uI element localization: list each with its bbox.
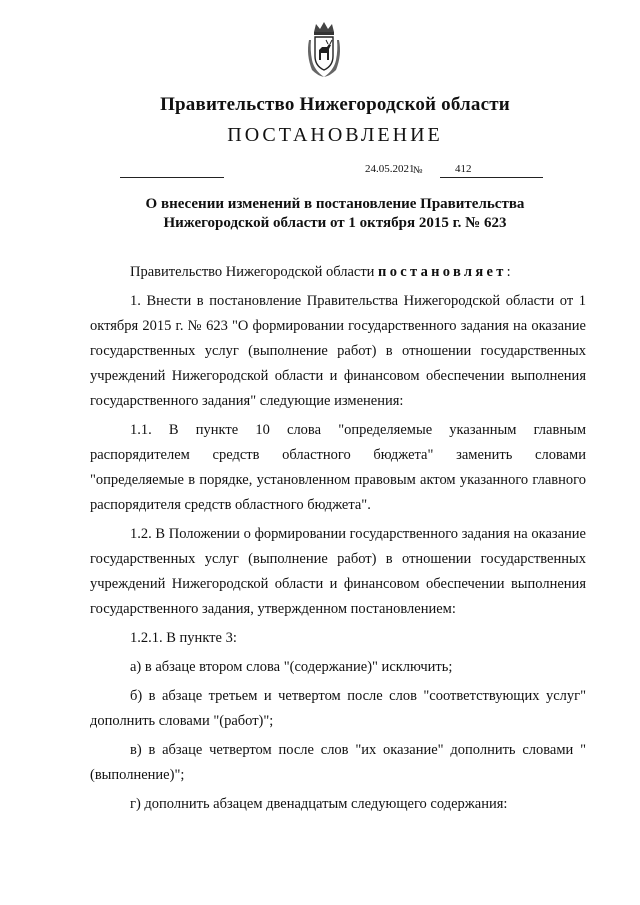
intro-prefix: Правительство Нижегородской области xyxy=(130,264,379,280)
number-sign: № xyxy=(413,165,423,176)
intro-paragraph xyxy=(90,260,586,285)
paragraph-1-1: 1.1. В пункте 10 слова "определяемые указанным главным распорядителем средств областного бюджета" заменить словами "определяемые в порядке, установленном правовым актом указанного главного распорядителя средств областного бюджета". xyxy=(90,422,586,513)
paragraph-a: а) в абзаце втором слова "(содержание)" исключить; xyxy=(130,659,453,675)
document-type: ПОСТАНОВЛЕНИЕ xyxy=(227,124,443,146)
subject-line-2: Нижегородской области от 1 октября 2015 г. № 623 xyxy=(163,215,507,231)
subject-line-1: О внесении изменений в постановление Правительства xyxy=(145,196,525,212)
intro-suffix: : xyxy=(506,264,511,280)
number-line xyxy=(440,177,543,178)
paragraph-1: 1. Внести в постановление Правительства Нижегородской области от 1 октября 2015 г. № 623 "О формировании государственного задания на оказание государственных услуг (выполнение работ) в отношении государственных учреждений Нижегородской области и финансовом обеспечении выполнения государственного задания" следующие изменения: xyxy=(90,293,586,409)
paragraph-1-2-1: 1.2.1. В пункте 3: xyxy=(130,630,237,646)
coat-of-arms-icon xyxy=(304,20,344,78)
government-name: Правительство Нижегородской области xyxy=(160,94,510,115)
paragraph-1-2: 1.2. В Положении о формировании государственного задания на оказание государственных услуг (выполнение работ) в отношении государственных учреждений Нижегородской области и финансовом обеспечении выполнения государственного задания, утвержденном постановлением: xyxy=(90,526,586,617)
document-date: 24.05.2021 xyxy=(365,163,415,175)
paragraph-b: б) в абзаце третьем и четвертом после слов "соответствующих услуг" дополнить словами "(работ)"; xyxy=(90,688,586,729)
paragraph-d: г) дополнить абзацем двенадцатым следующего содержания: xyxy=(130,796,508,812)
blank-date-line xyxy=(120,177,224,178)
document-subject xyxy=(0,195,640,233)
document-number: 412 xyxy=(455,163,472,175)
document-body xyxy=(90,260,586,821)
paragraph-c: в) в абзаце четвертом после слов "их оказание" дополнить словами "(выполнение)"; xyxy=(90,742,586,783)
intro-verb: постановляет xyxy=(378,264,507,280)
